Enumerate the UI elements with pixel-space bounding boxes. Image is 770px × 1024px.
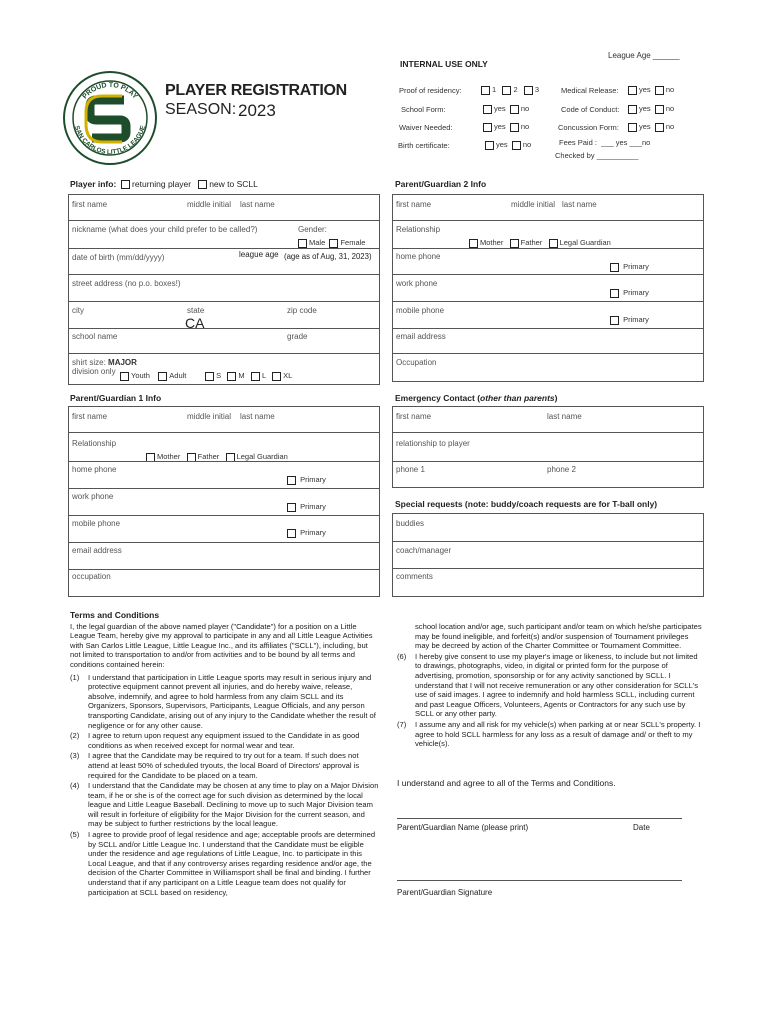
medical-no-checkbox[interactable] bbox=[655, 86, 664, 95]
waiver-options: yes no bbox=[483, 122, 529, 132]
pg2-home-primary: Primary bbox=[610, 262, 649, 272]
adult-checkbox[interactable] bbox=[158, 372, 167, 381]
terms-left-column bbox=[70, 611, 380, 897]
signature-label: Parent/Guardian Signature bbox=[397, 888, 493, 897]
comments-label: comments bbox=[396, 572, 433, 581]
medical-release-label: Medical Release: bbox=[561, 86, 619, 95]
waiver-no-checkbox[interactable] bbox=[510, 123, 519, 132]
terms-right-column bbox=[397, 622, 704, 749]
shirt-size-options: Youth Adult S M L XL bbox=[120, 371, 292, 381]
birth-cert-label: Birth certificate: bbox=[398, 141, 450, 150]
pg1-heading: Parent/Guardian 1 Info bbox=[70, 393, 162, 403]
proof-2-checkbox[interactable] bbox=[502, 86, 511, 95]
birth-no-checkbox[interactable] bbox=[512, 141, 521, 150]
season-value: 2023 bbox=[238, 101, 276, 120]
pg1-mobile-primary-checkbox[interactable] bbox=[287, 529, 296, 538]
state-value[interactable]: CA bbox=[185, 315, 205, 331]
pg1-occupation-box bbox=[68, 569, 380, 597]
code-conduct-label: Code of Conduct: bbox=[561, 105, 620, 114]
player-info-heading: Player info: returning player new to SCLL bbox=[70, 179, 258, 189]
code-yes-checkbox[interactable] bbox=[628, 105, 637, 114]
concussion-yes-checkbox[interactable] bbox=[628, 123, 637, 132]
pg2-mobile-primary-checkbox[interactable] bbox=[610, 316, 619, 325]
terms-item-4: (4) I understand that the Candidate may be chosen at any time to play on a Major Division team, if he or she is of the correct age for such division as determined by the local league and Little League Baseball. Declining to move up to such Major Division team will result in forfeiture of eligibility for the Major Division for the current season, and may be subject to further restrictions by the local league. bbox=[70, 781, 379, 829]
pg1-home-primary-checkbox[interactable] bbox=[287, 476, 296, 485]
state-label: state bbox=[187, 306, 205, 315]
concussion-label: Concussion Form: bbox=[558, 123, 619, 132]
pg2-last-name-label: last name bbox=[562, 200, 597, 209]
grade-label: grade bbox=[287, 332, 308, 341]
female-checkbox[interactable] bbox=[329, 239, 338, 248]
player-first-name-label: first name bbox=[72, 200, 108, 209]
size-xl-checkbox[interactable] bbox=[272, 372, 281, 381]
season-label: SEASON: bbox=[165, 101, 237, 118]
terms-item-5-continued: school location and/or age, such participant and/or team on which he/she participates may be found ineligible, and forfeit(s) and/or suspension of Tournament privileges may be decreed by action of the Charter Committee or Tournament Committee. bbox=[415, 622, 702, 651]
birth-cert-options: yes no bbox=[485, 140, 531, 150]
emergency-box bbox=[392, 406, 704, 488]
pg1-work-primary: Primary bbox=[287, 502, 326, 512]
division-only-label: division only bbox=[72, 367, 116, 376]
terms-item-7: (7) I assume any and all risk for my vehicle(s) when parking at or near SCLL's property. I agree to hold SCLL harmless for any loss as a result of damage and/ or theft to my vehicle(s). bbox=[397, 719, 701, 749]
proof-options: 1 2 3 bbox=[481, 85, 539, 95]
pg1-middle-initial-label: middle initial bbox=[187, 412, 232, 421]
new-to-scll-checkbox[interactable] bbox=[198, 180, 207, 189]
pg1-mobile-phone-label: mobile phone bbox=[72, 519, 121, 528]
gender-label: Gender: bbox=[298, 225, 327, 234]
player-last-name-label: last name bbox=[240, 200, 275, 209]
pg1-box bbox=[68, 406, 380, 570]
terms-item-2: (2) I agree to return upon request any equipment issued to the Candidate in as good conditions as when received except for normal wear and tear. bbox=[70, 731, 360, 750]
school-form-label: School Form: bbox=[401, 105, 446, 114]
pg2-home-phone-label: home phone bbox=[396, 252, 441, 261]
proof-residency-label: Proof of residency: bbox=[399, 86, 462, 95]
terms-item-6: (6) I hereby give consent to use my player's image or likeness, to include but not limited to drawings, photographs, video, in digital or printed form for the purpose of advertising, promotion, sponsorship or for any activity sanctioned by SCLL. I understand that I will not receive remuneration or any other consideration for SCLL's use of said images. I agree to indemnify and hold harmless SCLL, including current and past League Officers, Volunteers, Agents or Contractors for any such use by SCLL or any other party. bbox=[397, 651, 698, 719]
pg1-last-name-label: last name bbox=[240, 412, 275, 421]
pg2-father-checkbox[interactable] bbox=[510, 239, 519, 248]
pg1-relationship-label: Relationship bbox=[72, 439, 117, 448]
pg2-mobile-phone-label: mobile phone bbox=[396, 306, 445, 315]
pg1-email-label: email address bbox=[72, 546, 122, 555]
terms-title: Terms and Conditions bbox=[70, 610, 160, 620]
waiver-label: Waiver Needed: bbox=[399, 123, 453, 132]
internal-use-heading: INTERNAL USE ONLY bbox=[400, 59, 488, 69]
waiver-yes-checkbox[interactable] bbox=[483, 123, 492, 132]
pg2-first-name-label: first name bbox=[396, 200, 432, 209]
fees-paid-label: Fees Paid : ___ yes ___no bbox=[559, 138, 651, 147]
pg2-occupation-label: Occupation bbox=[396, 358, 437, 367]
youth-checkbox[interactable] bbox=[120, 372, 129, 381]
date-label: Date bbox=[633, 823, 650, 832]
logo-top-text: PROUD TO PLAY bbox=[81, 81, 139, 101]
emergency-heading: Emergency Contact (other than parents) bbox=[395, 393, 558, 403]
logo-bottom-text: SAN CARLOS LITTLE LEAGUE bbox=[73, 124, 147, 157]
nickname-label: nickname (what does your child prefer to be called?) bbox=[72, 225, 258, 234]
pg2-mother-checkbox[interactable] bbox=[469, 239, 478, 248]
terms-item-1: (1) I understand that participation in Little League sports may result in serious injury and protective equipment cannot prevent all injuries, and do hereby waive, release, absolve, indemnify, and agree to hold harmless from any claim SCLL and its Organizers, Sponsors, Supervisors, Participants, League Officials, and any person transporting Candidate, arising out of any injury to the Candidate whether the result of negligence or for any other cause. bbox=[70, 672, 376, 730]
signature-line[interactable] bbox=[397, 880, 682, 881]
medical-yes-checkbox[interactable] bbox=[628, 86, 637, 95]
school-form-no-checkbox[interactable] bbox=[510, 105, 519, 114]
emergency-phone2-label: phone 2 bbox=[547, 465, 576, 474]
pg2-work-primary: Primary bbox=[610, 288, 649, 298]
pg1-relationship-options: Mother Father Legal Guardian bbox=[146, 452, 288, 462]
pg2-work-phone-label: work phone bbox=[396, 279, 438, 288]
emergency-relationship-label: relationship to player bbox=[396, 439, 470, 448]
emergency-last-name-label: last name bbox=[547, 412, 582, 421]
street-address-label: street address (no p.o. boxes!) bbox=[72, 279, 181, 288]
pg2-middle-initial-label: middle initial bbox=[511, 200, 556, 209]
size-s-checkbox[interactable] bbox=[205, 372, 214, 381]
buddies-label: buddies bbox=[396, 519, 425, 528]
medical-options: yes no bbox=[628, 85, 674, 95]
pg2-heading: Parent/Guardian 2 Info bbox=[395, 179, 487, 189]
school-name-label: school name bbox=[72, 332, 118, 341]
league-age-field[interactable]: League Age ______ bbox=[608, 51, 680, 60]
emergency-phone1-label: phone 1 bbox=[396, 465, 425, 474]
pg1-occupation-label: occupation bbox=[72, 572, 111, 581]
pg1-home-phone-label: home phone bbox=[72, 465, 117, 474]
school-form-yes-checkbox[interactable] bbox=[483, 105, 492, 114]
male-checkbox[interactable] bbox=[298, 239, 307, 248]
age-as-of-note: (age as of Aug, 31, 2023) bbox=[284, 252, 372, 261]
special-requests-box bbox=[392, 513, 704, 597]
shirt-size-label: shirt size: MAJOR bbox=[72, 358, 137, 367]
pg2-work-primary-checkbox[interactable] bbox=[610, 289, 619, 298]
pg1-mobile-primary: Primary bbox=[287, 528, 326, 538]
pg2-relationship-options: Mother Father Legal Guardian bbox=[469, 238, 611, 248]
guardian-name-label: Parent/Guardian Name (please print) bbox=[397, 823, 529, 832]
pg1-work-primary-checkbox[interactable] bbox=[287, 503, 296, 512]
size-l-checkbox[interactable] bbox=[251, 372, 260, 381]
size-m-checkbox[interactable] bbox=[227, 372, 236, 381]
city-label: city bbox=[72, 306, 84, 315]
concussion-no-checkbox[interactable] bbox=[655, 123, 664, 132]
concussion-options: yes no bbox=[628, 122, 674, 132]
pg1-work-phone-label: work phone bbox=[72, 492, 114, 501]
terms-item-3: (3) I agree that the Candidate may be required to try out for a team. If such does not attend at least 50% of scheduled tryouts, the local Board of Directors' approval is required for the Candidate to be placed on a team. bbox=[70, 751, 360, 780]
agree-statement: I understand and agree to all of the Terms and Conditions. bbox=[397, 778, 616, 788]
pg2-home-primary-checkbox[interactable] bbox=[610, 263, 619, 272]
pg2-legal-guardian-checkbox[interactable] bbox=[549, 239, 558, 248]
player-info-box bbox=[68, 194, 380, 385]
pg2-mobile-primary: Primary bbox=[610, 315, 649, 325]
pg1-first-name-label: first name bbox=[72, 412, 108, 421]
birth-yes-checkbox[interactable] bbox=[485, 141, 494, 150]
code-conduct-options: yes no bbox=[628, 104, 674, 114]
emergency-first-name-label: first name bbox=[396, 412, 432, 421]
proof-1-checkbox[interactable] bbox=[481, 86, 490, 95]
league-age-label: league age bbox=[239, 250, 279, 259]
pg1-home-primary: Primary bbox=[287, 475, 326, 485]
terms-intro: I, the legal guardian of the above named player ("Candidate") for a position on a Little League Team, hereby give my approval to participate in any and all Little League Activities with San Carlos Little League, Little League Inc., and its affiliates ("SCLL"), including, but not limited to transportation to and/or from activities and to be bound by all terms and conditions contained herein: bbox=[70, 621, 373, 669]
scll-logo bbox=[62, 70, 158, 166]
zip-code-label: zip code bbox=[287, 306, 317, 315]
school-form-options: yes no bbox=[483, 104, 529, 114]
coach-manager-label: coach/manager bbox=[396, 546, 452, 555]
returning-player-checkbox[interactable] bbox=[121, 180, 130, 189]
page-title: PLAYER REGISTRATION bbox=[165, 82, 347, 99]
terms-item-5: (5) I agree to provide proof of legal residence and age; acceptable proofs are determined by SCLL and/or Little League Inc. I understand that the Candidate must be eligible under the residence and age regulations of Little League, Inc. to participate in this Local League, and that if any controversy arises regarding residence and/or age, the decision of the Charter Committee in Williamsport shall be final and binding. I further understand that if any participant on a Little League team does not qualify for participation at SCLL based on residency, bbox=[70, 830, 376, 897]
pg2-box bbox=[392, 194, 704, 382]
gender-options: Male Female bbox=[298, 238, 365, 248]
proof-3-checkbox[interactable] bbox=[524, 86, 533, 95]
pg2-relationship-label: Relationship bbox=[396, 225, 441, 234]
pg2-email-label: email address bbox=[396, 332, 446, 341]
checked-by-field[interactable]: Checked by __________ bbox=[555, 151, 639, 160]
dob-label: date of birth (mm/dd/yyyy) bbox=[72, 253, 165, 262]
special-requests-heading: Special requests (note: buddy/coach requests are for T-ball only) bbox=[395, 499, 658, 509]
guardian-name-line[interactable] bbox=[397, 818, 682, 819]
code-no-checkbox[interactable] bbox=[655, 105, 664, 114]
player-middle-initial-label: middle initial bbox=[187, 200, 232, 209]
